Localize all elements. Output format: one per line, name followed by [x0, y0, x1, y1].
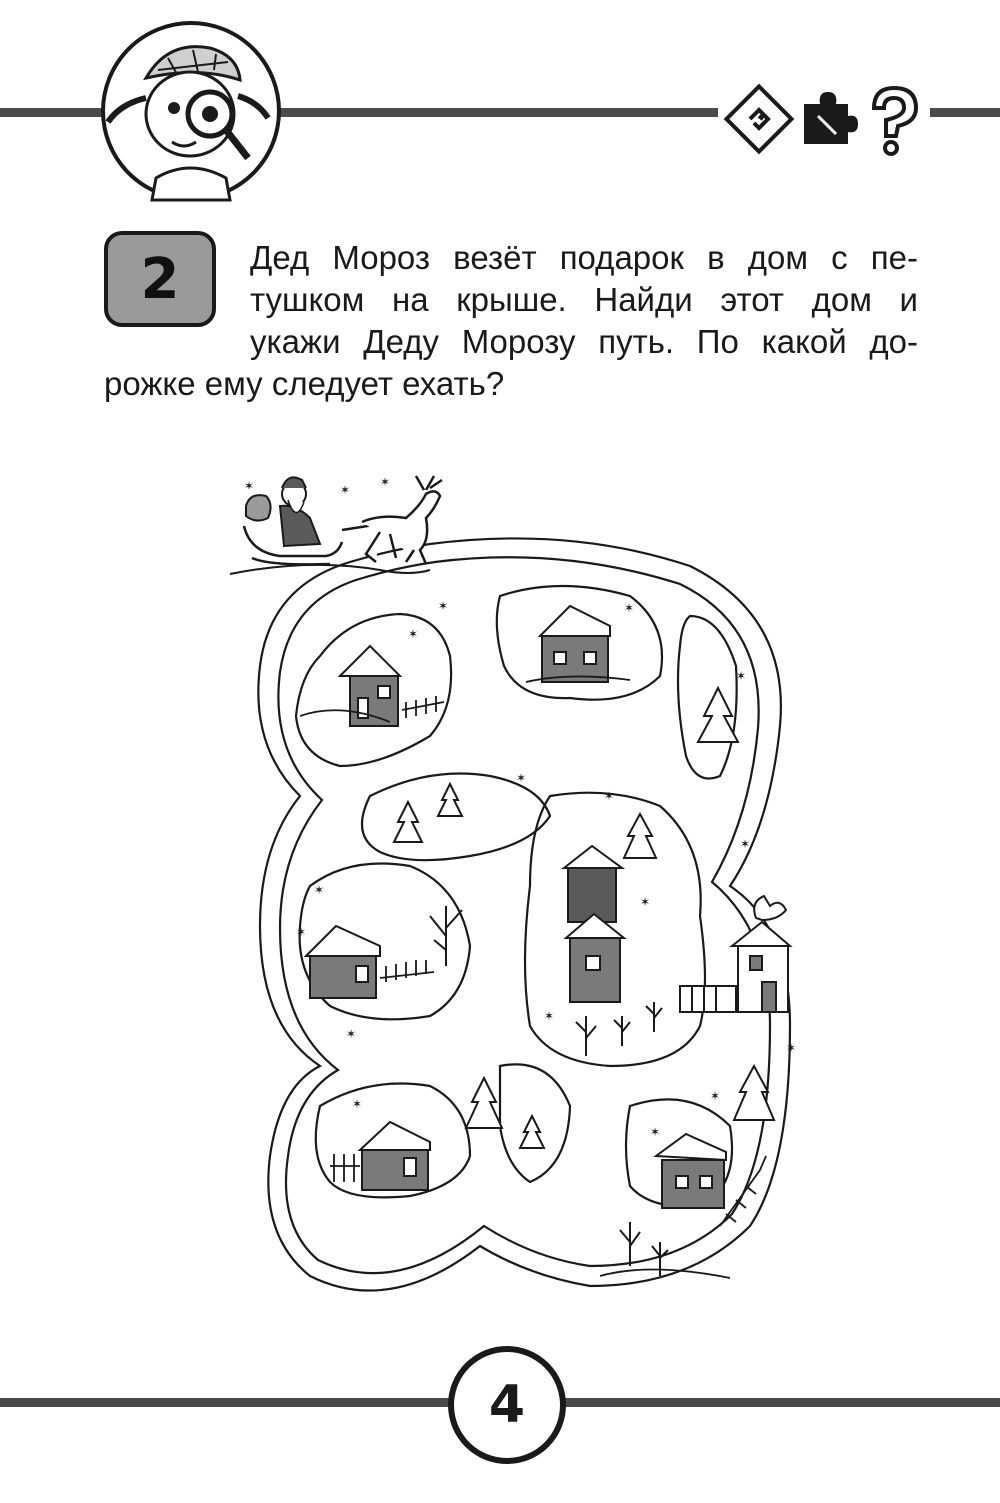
santa-sleigh-icon: [244, 477, 342, 564]
maze-icon: [726, 86, 792, 152]
svg-text:✶: ✶: [380, 475, 391, 489]
svg-text:✶: ✶: [650, 1125, 661, 1139]
task-text-line-1: Дед Мороз везёт подарок в дом с пе-: [250, 239, 918, 276]
svg-text:✶: ✶: [352, 1097, 363, 1111]
snowflake-icon: [244, 475, 796, 1139]
task-text-line-3: укажи Деду Морозу путь. По какой до-: [250, 323, 918, 360]
svg-text:✶: ✶: [244, 479, 255, 493]
svg-text:✶: ✶: [624, 601, 635, 615]
svg-text:✶: ✶: [604, 789, 615, 803]
svg-text:✶: ✶: [740, 837, 751, 851]
header-rule-end: [930, 108, 1000, 117]
svg-text:✶: ✶: [438, 599, 449, 613]
svg-text:✶: ✶: [786, 1041, 797, 1055]
svg-text:✶: ✶: [640, 895, 651, 909]
task-number-badge: 2: [104, 231, 216, 327]
question-mark-icon: [864, 82, 924, 156]
detective-kid-with-magnifier-icon: [98, 18, 284, 204]
page-number: 4: [448, 1346, 566, 1464]
svg-text:✶: ✶: [408, 627, 419, 641]
svg-text:✶: ✶: [314, 883, 325, 897]
svg-text:✶: ✶: [710, 1089, 721, 1103]
svg-text:✶: ✶: [516, 771, 527, 785]
task-text-line-4: рожке ему следует ехать?: [104, 365, 505, 402]
header-rule-left: [0, 108, 112, 117]
task-text-line-2: тушком на крыше. Найди этот дом и: [250, 281, 918, 318]
footer-rule-left: [0, 1398, 452, 1407]
svg-text:✶: ✶: [296, 925, 307, 939]
svg-text:✶: ✶: [346, 1027, 357, 1041]
svg-text:✶: ✶: [736, 669, 747, 683]
house-icon: [340, 646, 400, 726]
svg-text:✶: ✶: [340, 483, 351, 497]
header-rule-right: [258, 108, 718, 117]
winter-maze-santa-sleigh-houses-icon: [230, 466, 797, 1326]
rooster-house-icon: [680, 896, 790, 1012]
svg-text:✶: ✶: [544, 1009, 555, 1023]
bare-tree-icon: [430, 906, 668, 1276]
footer-rule-right: [562, 1398, 1000, 1407]
puzzle-piece-icon: [796, 88, 860, 148]
